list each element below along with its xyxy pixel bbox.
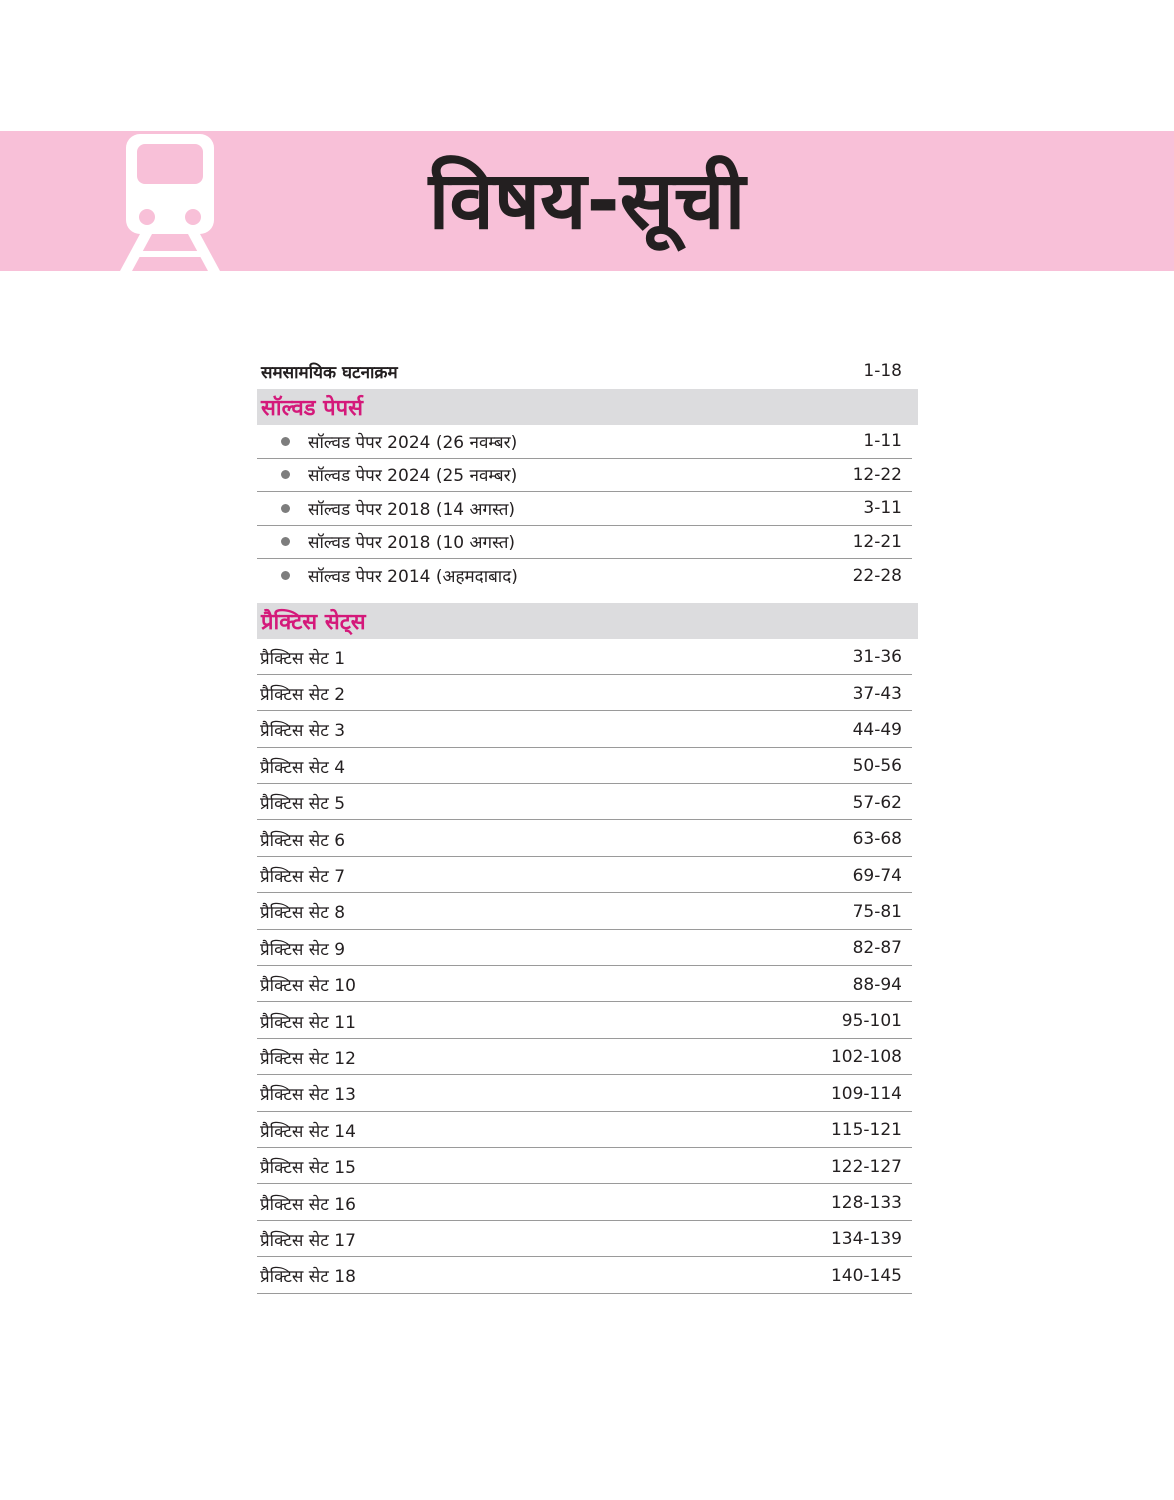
list-item[interactable] xyxy=(257,1148,912,1184)
toc-entry-pages: 102-108 xyxy=(830,1047,902,1068)
toc-entry-label: प्रैक्टिस सेट 4 xyxy=(260,757,346,778)
list-item[interactable] xyxy=(257,639,912,675)
toc-entry-pages: 37-43 xyxy=(852,683,902,704)
toc-entry-pages: 12-22 xyxy=(852,464,902,485)
toc-entry-label: प्रैक्टिस सेट 7 xyxy=(260,867,346,888)
toc-entry-pages: 22-28 xyxy=(852,565,902,586)
section-heading-solved-papers: सॉल्वड पेपर्स xyxy=(257,389,918,425)
toc-entry-pages: 69-74 xyxy=(852,865,902,886)
toc-entry-label: प्रैक्टिस सेट 9 xyxy=(260,939,346,960)
section-heading-practice-sets: प्रैक्टिस सेट्स xyxy=(257,603,918,639)
toc-entry-label: सॉल्वड पेपर 2024 (25 नवम्बर) xyxy=(308,466,518,487)
toc-entry-pages: 82-87 xyxy=(852,938,902,959)
list-item[interactable] xyxy=(257,1221,912,1257)
list-item[interactable] xyxy=(257,711,912,747)
toc-entry-pages: 1-18 xyxy=(863,361,902,381)
toc-entry-pages: 63-68 xyxy=(852,829,902,850)
toc-entry-pages: 50-56 xyxy=(852,756,902,777)
toc-entry-label: प्रैक्टिस सेट 14 xyxy=(260,1121,356,1142)
toc-entry-label: सॉल्वड पेपर 2018 (14 अगस्त) xyxy=(308,499,516,520)
toc-entry-label: समसामयिक घटनाक्रम xyxy=(261,362,398,383)
page-title: विषय-सूची xyxy=(428,154,746,247)
list-item[interactable] xyxy=(257,1002,912,1038)
toc-entry-label: सॉल्वड पेपर 2014 (अहमदाबाद) xyxy=(308,567,518,588)
toc-entry-label: प्रैक्टिस सेट 12 xyxy=(260,1048,356,1069)
bullet-icon xyxy=(281,571,290,580)
toc-entry-pages: 12-21 xyxy=(852,531,902,552)
toc-entry-label: प्रैक्टिस सेट 15 xyxy=(260,1158,356,1179)
list-item[interactable] xyxy=(257,425,912,459)
toc-entry-label: सॉल्वड पेपर 2024 (26 नवम्बर) xyxy=(308,432,518,453)
list-item[interactable] xyxy=(257,784,912,820)
toc-entry-current-affairs[interactable] xyxy=(257,353,918,389)
toc-entry-label: सॉल्वड पेपर 2018 (10 अगस्त) xyxy=(308,533,516,554)
list-item[interactable] xyxy=(257,1112,912,1148)
bullet-icon xyxy=(281,504,290,513)
list-item[interactable] xyxy=(257,893,912,929)
list-item[interactable] xyxy=(257,1075,912,1111)
toc-entry-pages: 140-145 xyxy=(830,1265,902,1286)
toc-entry-label: प्रैक्टिस सेट 5 xyxy=(260,794,346,815)
list-item[interactable] xyxy=(257,675,912,711)
list-item[interactable] xyxy=(257,1184,912,1220)
toc-entry-label: प्रैक्टिस सेट 16 xyxy=(260,1194,356,1215)
list-item[interactable] xyxy=(257,966,912,1002)
list-item[interactable] xyxy=(257,748,912,784)
toc-entry-label: प्रैक्टिस सेट 13 xyxy=(260,1085,356,1106)
toc-entry-pages: 31-36 xyxy=(852,647,902,668)
list-item[interactable] xyxy=(257,492,912,526)
toc-entry-pages: 3-11 xyxy=(863,498,902,519)
toc-entry-pages: 134-139 xyxy=(830,1229,902,1250)
toc-entry-label: प्रैक्टिस सेट 8 xyxy=(260,903,346,924)
toc-entry-label: प्रैक्टिस सेट 10 xyxy=(260,976,356,997)
toc-entry-pages: 122-127 xyxy=(830,1156,902,1177)
toc-entry-pages: 95-101 xyxy=(841,1011,902,1032)
toc-entry-label: प्रैक्टिस सेट 17 xyxy=(260,1230,356,1251)
toc-entry-pages: 57-62 xyxy=(852,792,902,813)
toc-entry-label: प्रैक्टिस सेट 1 xyxy=(260,648,346,669)
toc-entry-pages: 88-94 xyxy=(852,974,902,995)
toc-entry-label: प्रैक्टिस सेट 2 xyxy=(260,685,346,706)
list-item[interactable] xyxy=(257,459,912,493)
toc-entry-pages: 1-11 xyxy=(863,431,902,452)
practice-sets-list xyxy=(257,639,918,1294)
list-item[interactable] xyxy=(257,930,912,966)
bullet-icon xyxy=(281,437,290,446)
list-item[interactable] xyxy=(257,559,912,593)
toc-entry-pages: 75-81 xyxy=(852,901,902,922)
toc-entry-pages: 128-133 xyxy=(830,1193,902,1214)
toc-entry-pages: 109-114 xyxy=(830,1083,902,1104)
toc-entry-pages: 44-49 xyxy=(852,719,902,740)
toc-entry-label: प्रैक्टिस सेट 18 xyxy=(260,1267,356,1288)
solved-papers-list xyxy=(257,425,918,593)
bullet-icon xyxy=(281,470,290,479)
list-item[interactable] xyxy=(257,857,912,893)
bullet-icon xyxy=(281,537,290,546)
list-item[interactable] xyxy=(257,526,912,560)
list-item[interactable] xyxy=(257,1257,912,1293)
list-item[interactable] xyxy=(257,1039,912,1075)
toc-entry-pages: 115-121 xyxy=(830,1120,902,1141)
table-of-contents xyxy=(257,353,918,1294)
title-banner xyxy=(0,131,1174,271)
toc-entry-label: प्रैक्टिस सेट 11 xyxy=(260,1012,356,1033)
toc-entry-label: प्रैक्टिस सेट 3 xyxy=(260,721,346,742)
list-item[interactable] xyxy=(257,820,912,856)
toc-entry-label: प्रैक्टिस सेट 6 xyxy=(260,830,346,851)
